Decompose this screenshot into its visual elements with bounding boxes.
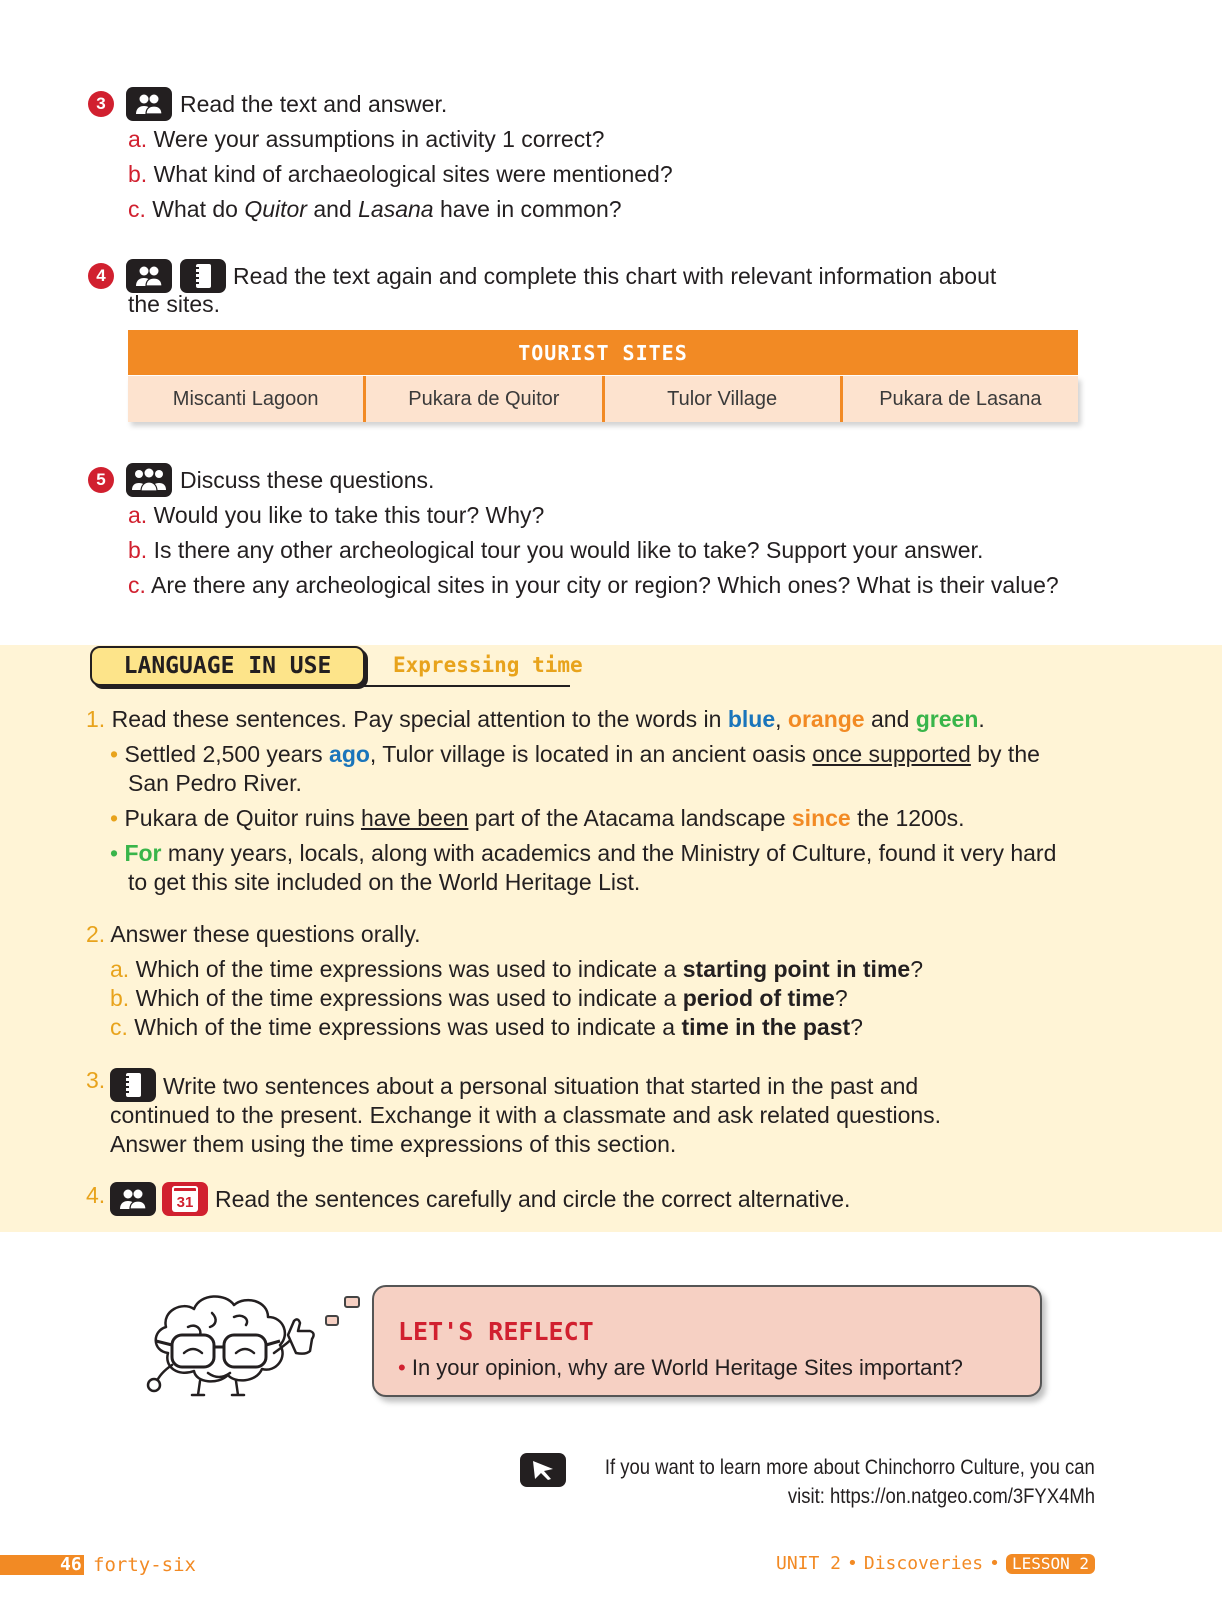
activity-4-number: 4 [88,263,114,289]
expressing-time-subtitle: Expressing time [393,653,583,677]
thought-bubble-small [325,1315,339,1326]
lets-reflect-title: LET'S REFLECT [398,1317,594,1346]
lesson-badge: LESSON 2 [1006,1554,1095,1574]
notebook-icon [110,1068,156,1102]
liu-item-4-number: 4. [86,1182,106,1208]
subtitle-underline [362,685,570,687]
activity-5-item-c: c. Are there any archeological sites in your city or region? Which ones? What is their value? [128,572,1059,598]
page-number: 46 [60,1554,82,1575]
thought-bubble-medium [344,1296,360,1308]
bullet-2: • Pukara de Quitor ruins have been part of the Atacama landscape since the 1200s. [110,805,965,831]
pair-work-icon [126,87,172,121]
unit-footer: UNIT 2 • Discoveries • LESSON 2 [776,1553,1095,1574]
activity-5-item-b: b. Is there any other archeological tour you would like to take? Support your answer. [128,537,984,563]
bullet-3-line-2: to get this site included on the World Heritage List. [128,869,641,895]
group-work-icon [126,463,172,497]
activity-5-instruction: Discuss these questions. [180,467,435,493]
liu-item-2-a: a. Which of the time expressions was used to indicate a starting point in time? [110,956,923,982]
chart-cell-tulor[interactable]: Tulor Village [605,376,843,422]
pair-work-icon [126,259,172,293]
liu-item-2: 2. Answer these questions orally. [86,921,421,947]
calendar-icon [162,1182,208,1216]
activity-5-item-a: a. Would you like to take this tour? Why? [128,502,545,528]
activity-4-instruction-line2: the sites. [128,291,221,317]
liu-item-4-text: Read the sentences carefully and circle the correct alternative. [215,1186,851,1212]
learn-more-line-2: visit: https://on.natgeo.com/3FYX4Mh [787,1485,1095,1508]
bullet-3-line-1: • For many years, locals, along with academics and the Ministry of Culture, found it very hard [110,840,1057,866]
chart-cell-quitor[interactable]: Pukara de Quitor [366,376,604,422]
lets-reflect-box [372,1285,1042,1397]
activity-5-number: 5 [88,467,114,493]
activity-3-item-b: b. What kind of archaeological sites were mentioned? [128,161,673,187]
liu-item-3-number: 3. [86,1067,106,1093]
lets-reflect-question: • In your opinion, why are World Heritage Sites important? [398,1355,963,1380]
bullet-1-line-1: • Settled 2,500 years ago, Tulor village is located in an ancient oasis once supported by the [110,741,1040,767]
liu-item-3-line-1: Write two sentences about a personal situation that started in the past and [163,1073,919,1099]
calendar-day: 31 [176,1194,194,1211]
brain-mascot-icon [138,1283,324,1401]
liu-item-1: 1. Read these sentences. Pay special attention to the words in blue, orange and green. [86,706,985,732]
pair-work-icon [110,1182,156,1216]
tourist-sites-chart-row [128,376,1078,422]
activity-3-instruction: Read the text and answer. [180,91,448,117]
activity-3-item-a: a. Were your assumptions in activity 1 correct? [128,126,605,152]
chart-cell-lasana[interactable]: Pukara de Lasana [843,376,1078,422]
bullet-1-line-2: San Pedro River. [128,770,302,796]
activity-3-item-c: c. What do Quitor and Lasana have in common? [128,196,622,222]
tourist-sites-chart-title: TOURIST SITES [128,330,1078,375]
cursor-icon [520,1453,566,1487]
liu-item-3-line-2: continued to the present. Exchange it with a classmate and ask related questions. [110,1102,942,1128]
activity-3-number: 3 [88,91,114,117]
page-number-word: forty-six [93,1554,196,1576]
chart-cell-miscanti[interactable]: Miscanti Lagoon [128,376,366,422]
natgeo-link[interactable]: https://on.natgeo.com/3FYX4Mh [829,1485,1095,1508]
liu-item-2-c: c. Which of the time expressions was used to indicate a time in the past? [110,1014,863,1040]
activity-4-instruction-line1: Read the text again and complete this chart with relevant information about [233,263,997,289]
liu-item-2-b: b. Which of the time expressions was used to indicate a period of time? [110,985,848,1011]
language-in-use-tab: LANGUAGE IN USE [90,646,365,686]
notebook-icon [180,259,226,293]
liu-item-3-line-3: Answer them using the time expressions of this section. [110,1131,677,1157]
learn-more-line-1: If you want to learn more about Chinchorro Culture, you can [605,1456,1095,1479]
